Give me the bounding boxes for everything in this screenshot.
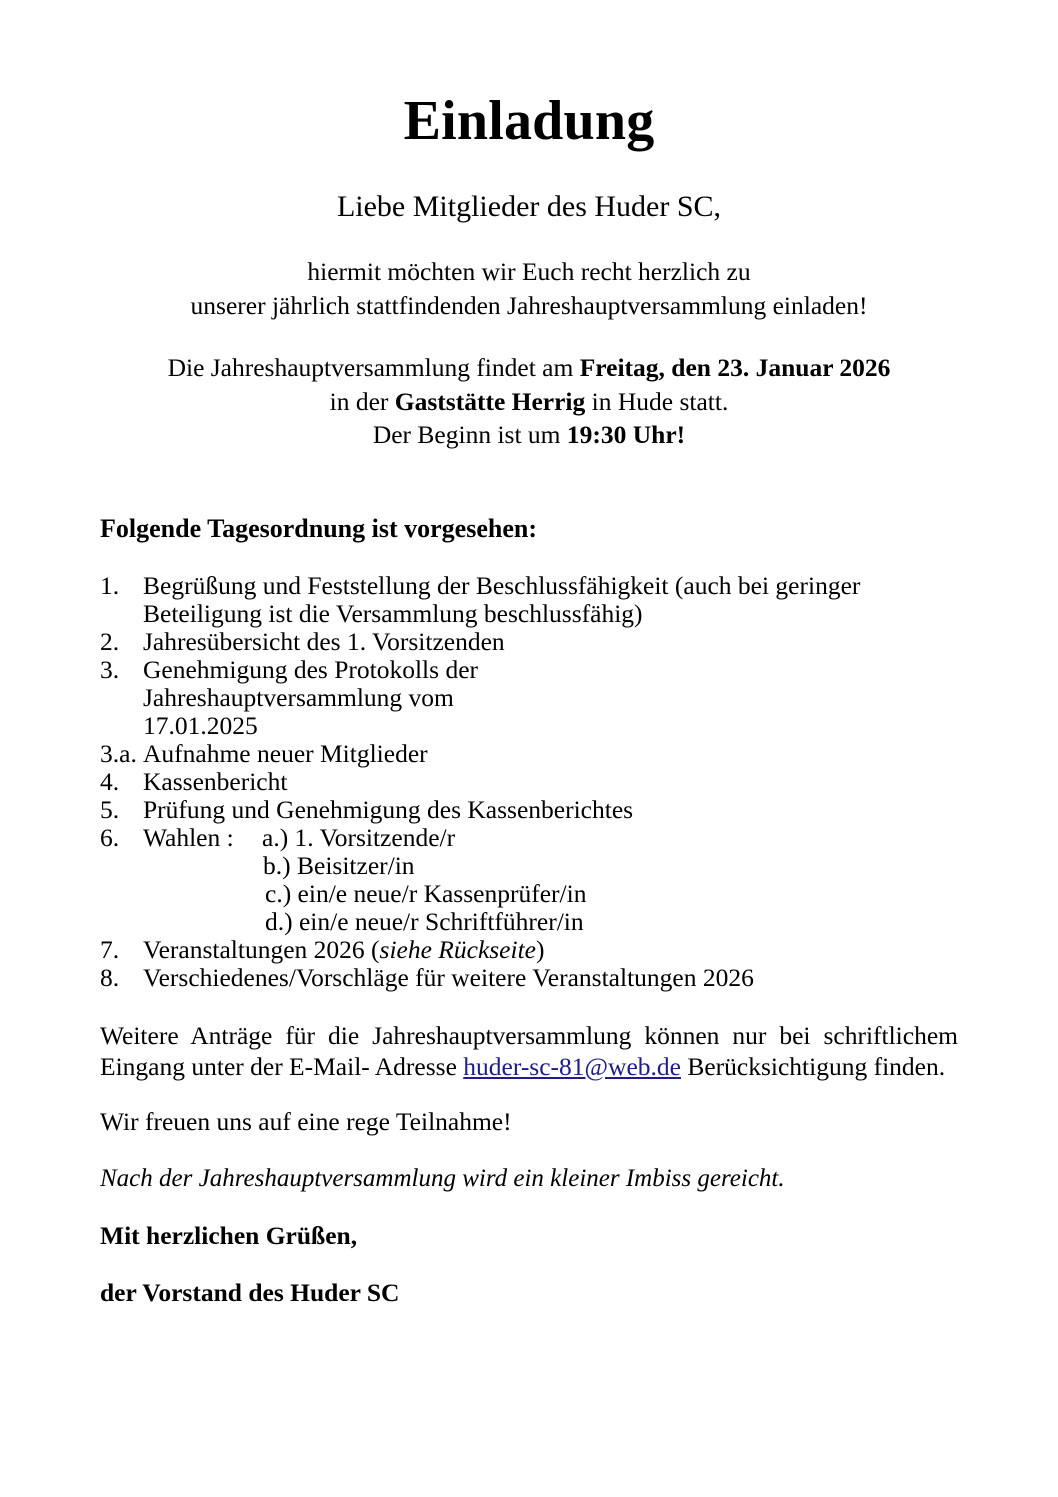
meeting-line-2-prefix: in der	[329, 386, 395, 416]
agenda-item-elections	[0, 824, 1058, 936]
agenda-item-number: 8.	[100, 962, 120, 992]
intro-paragraph	[0, 225, 1058, 322]
agenda-item-text: Aufnahme neuer Mitglieder	[143, 738, 428, 768]
participation-paragraph: Wir freuen uns auf eine rege Teilnahme!	[100, 1106, 512, 1136]
meeting-time: 19:30 Uhr!	[566, 419, 686, 449]
applications-text-suffix: Berücksichtigung finden.	[680, 1051, 946, 1081]
applications-paragraph	[0, 992, 1058, 1082]
agenda-item-text-prefix: Veranstaltungen 2026 (	[143, 934, 380, 964]
agenda-item-number: 2.	[100, 626, 120, 656]
agenda-item	[0, 628, 1058, 656]
salutation-line: Liebe Mitglieder des Huder SC,	[336, 190, 722, 224]
meeting-venue: Gaststätte Herrig	[394, 386, 586, 416]
agenda-list	[0, 546, 1058, 992]
page-title: Einladung	[403, 90, 655, 152]
agenda-item-text: Kassenbericht	[143, 766, 288, 796]
elections-option: b.) Beisitzer/in	[263, 850, 415, 880]
agenda-item-number: 7.	[100, 934, 120, 964]
agenda-item-text: Verschiedenes/Vorschläge für weitere Veranstaltungen 2026	[143, 962, 754, 992]
applications-text-prefix: Weitere Anträge für die Jahreshauptversammlung können nur bei schriftlichem Eingang unter der E-Mail- Adresse	[100, 1020, 958, 1081]
agenda-item-number: 4.	[100, 766, 120, 796]
agenda-item	[0, 656, 1058, 740]
intro-line-2: unserer jährlich stattfindenden Jahreshauptversammlung einladen!	[190, 290, 868, 320]
agenda-item-number: 6.	[100, 822, 120, 852]
elections-option: d.) ein/e neue/r Schriftführer/in	[265, 906, 584, 936]
regards-line: Mit herzlichen Grüßen,	[100, 1220, 358, 1250]
snack-note-paragraph: Nach der Jahreshauptversammlung wird ein kleiner Imbiss gereicht.	[100, 1164, 785, 1192]
agenda-item	[0, 936, 1058, 964]
intro-line-1: hiermit möchten wir Euch recht herzlich zu	[307, 257, 751, 287]
agenda-item-text-italic: siehe Rückseite	[379, 934, 536, 964]
meeting-details-paragraph	[0, 322, 1058, 451]
agenda-item-text: Jahresübersicht des 1. Vorsitzenden	[143, 626, 505, 656]
meeting-line-3-prefix: Der Beginn ist um	[372, 419, 567, 449]
meeting-line-2-suffix: in Hude statt.	[585, 386, 729, 416]
agenda-item-number: 3.a.	[100, 738, 137, 768]
agenda-item-text-suffix: )	[536, 934, 545, 964]
meeting-line-1-prefix: Die Jahreshauptversammlung findet am	[167, 353, 580, 383]
agenda-item	[0, 796, 1058, 824]
agenda-heading: Folgende Tagesordnung ist vorgesehen:	[100, 514, 537, 544]
elections-option: a.) 1. Vorsitzende/r	[262, 822, 456, 852]
elections-options-list	[262, 824, 1058, 936]
agenda-item-text: Prüfung und Genehmigung des Kassenberichtes	[143, 794, 634, 824]
elections-label: Wahlen :	[143, 822, 234, 852]
agenda-item	[0, 572, 1058, 628]
agenda-item	[0, 964, 1058, 992]
email-link[interactable]: huder-sc-81@web.de	[463, 1051, 681, 1081]
agenda-item-text	[143, 936, 863, 964]
signature-line: der Vorstand des Huder SC	[100, 1277, 400, 1307]
elections-option: c.) ein/e neue/r Kassenprüfer/in	[265, 878, 587, 908]
agenda-item-number: 3.	[100, 654, 120, 684]
agenda-item	[0, 768, 1058, 796]
agenda-item-text: Begrüßung und Feststellung der Beschlussfähigkeit (auch bei geringer Beteiligung ist die Versammlung beschlussfähig)	[143, 570, 861, 628]
agenda-item	[0, 740, 1058, 768]
meeting-date: Freitag, den 23. Januar 2026	[579, 353, 891, 383]
agenda-item-text: Genehmigung des Protokolls der Jahreshauptversammlung vom 17.01.2025	[143, 654, 478, 740]
agenda-item-number: 5.	[100, 794, 120, 824]
agenda-item-number: 1.	[100, 570, 120, 600]
